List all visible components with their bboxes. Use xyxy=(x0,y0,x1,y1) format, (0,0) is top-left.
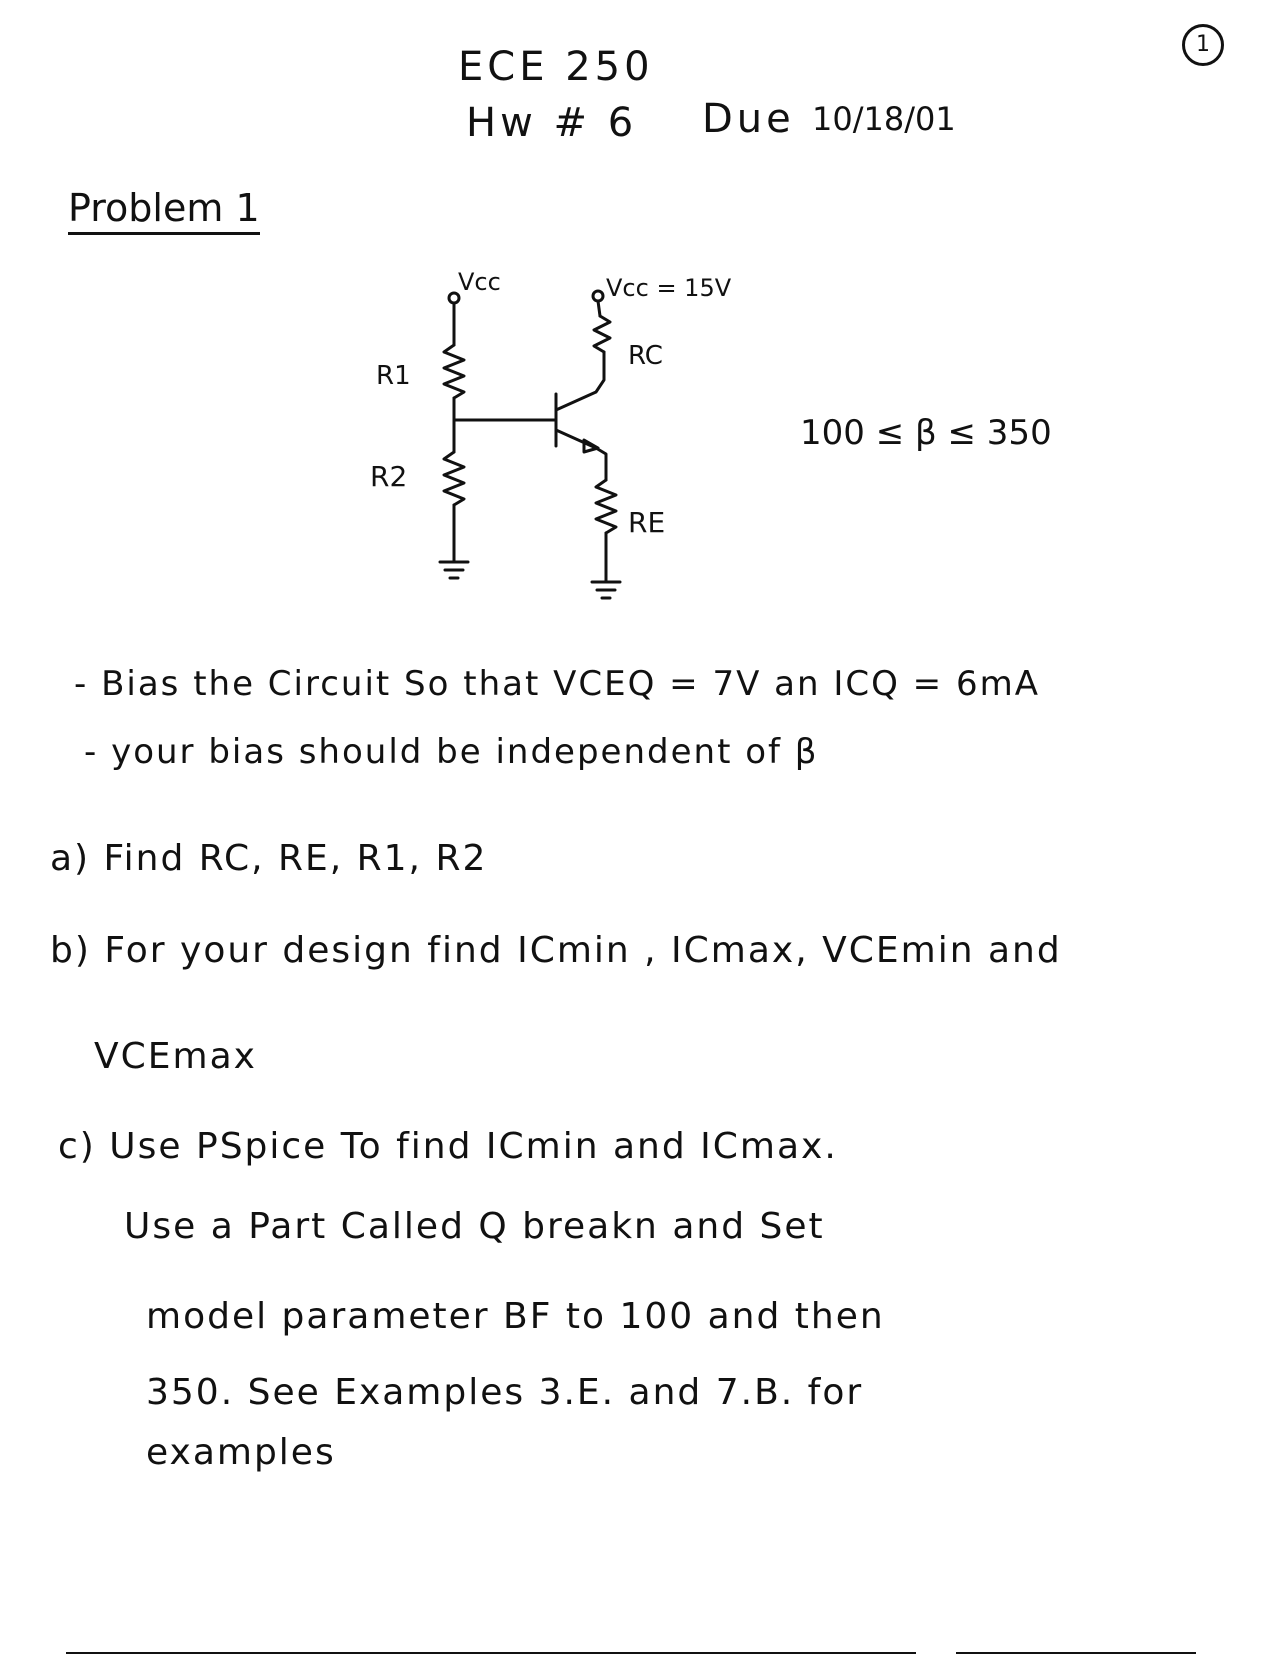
resistor-r1 xyxy=(444,345,464,398)
due-label: Due xyxy=(702,96,795,142)
part-c-line-2: Use a Part Called Q breakn and Set xyxy=(124,1206,825,1247)
part-b-line-1: b) For your design find ICmin , ICmax, VCEmin and xyxy=(50,930,1062,971)
bottom-rule-left xyxy=(66,1652,916,1654)
beta-range: 100 ≤ β ≤ 350 xyxy=(800,413,1052,453)
resistor-rc xyxy=(594,316,610,352)
wire-vcc-rc xyxy=(598,301,600,316)
resistor-re xyxy=(596,480,616,533)
ground-right-icon xyxy=(592,582,620,598)
problem-heading: Problem 1 xyxy=(68,186,260,235)
part-b-line-2: VCEmax xyxy=(94,1036,257,1077)
homework-number: Hw # 6 xyxy=(466,100,638,146)
r2-label: R2 xyxy=(370,460,408,493)
rc-label: RC xyxy=(628,341,663,371)
r1-label: R1 xyxy=(376,361,411,391)
requirement-line-1: - Bias the Circuit So that VCEQ = 7V an ICQ = 6mA xyxy=(74,664,1040,704)
part-c-line-4: 350. See Examples 3.E. and 7.B. for xyxy=(146,1372,864,1413)
part-c-line-1: c) Use PSpice To find ICmin and ICmax. xyxy=(58,1126,838,1167)
part-c-line-5: examples xyxy=(146,1432,336,1473)
re-label: RE xyxy=(628,506,666,539)
course-title: ECE 250 xyxy=(458,44,654,90)
transistor-emitter xyxy=(556,430,606,480)
circuit-diagram xyxy=(0,0,1280,620)
bottom-rule-right xyxy=(956,1652,1196,1654)
resistor-r2 xyxy=(444,452,464,505)
requirement-line-2: - your bias should be independent of β xyxy=(84,732,819,772)
page-number: 1 xyxy=(1182,24,1224,66)
vcc-left-label: Vcc xyxy=(458,268,501,296)
vcc-right-node xyxy=(593,291,603,301)
ground-left-icon xyxy=(440,562,468,578)
part-c-line-3: model parameter BF to 100 and then xyxy=(146,1296,885,1337)
due-date: 10/18/01 xyxy=(812,100,956,138)
part-a: a) Find RC, RE, R1, R2 xyxy=(50,838,488,879)
transistor-collector xyxy=(556,352,604,410)
vcc-right-label: Vcc = 15V xyxy=(606,274,732,302)
